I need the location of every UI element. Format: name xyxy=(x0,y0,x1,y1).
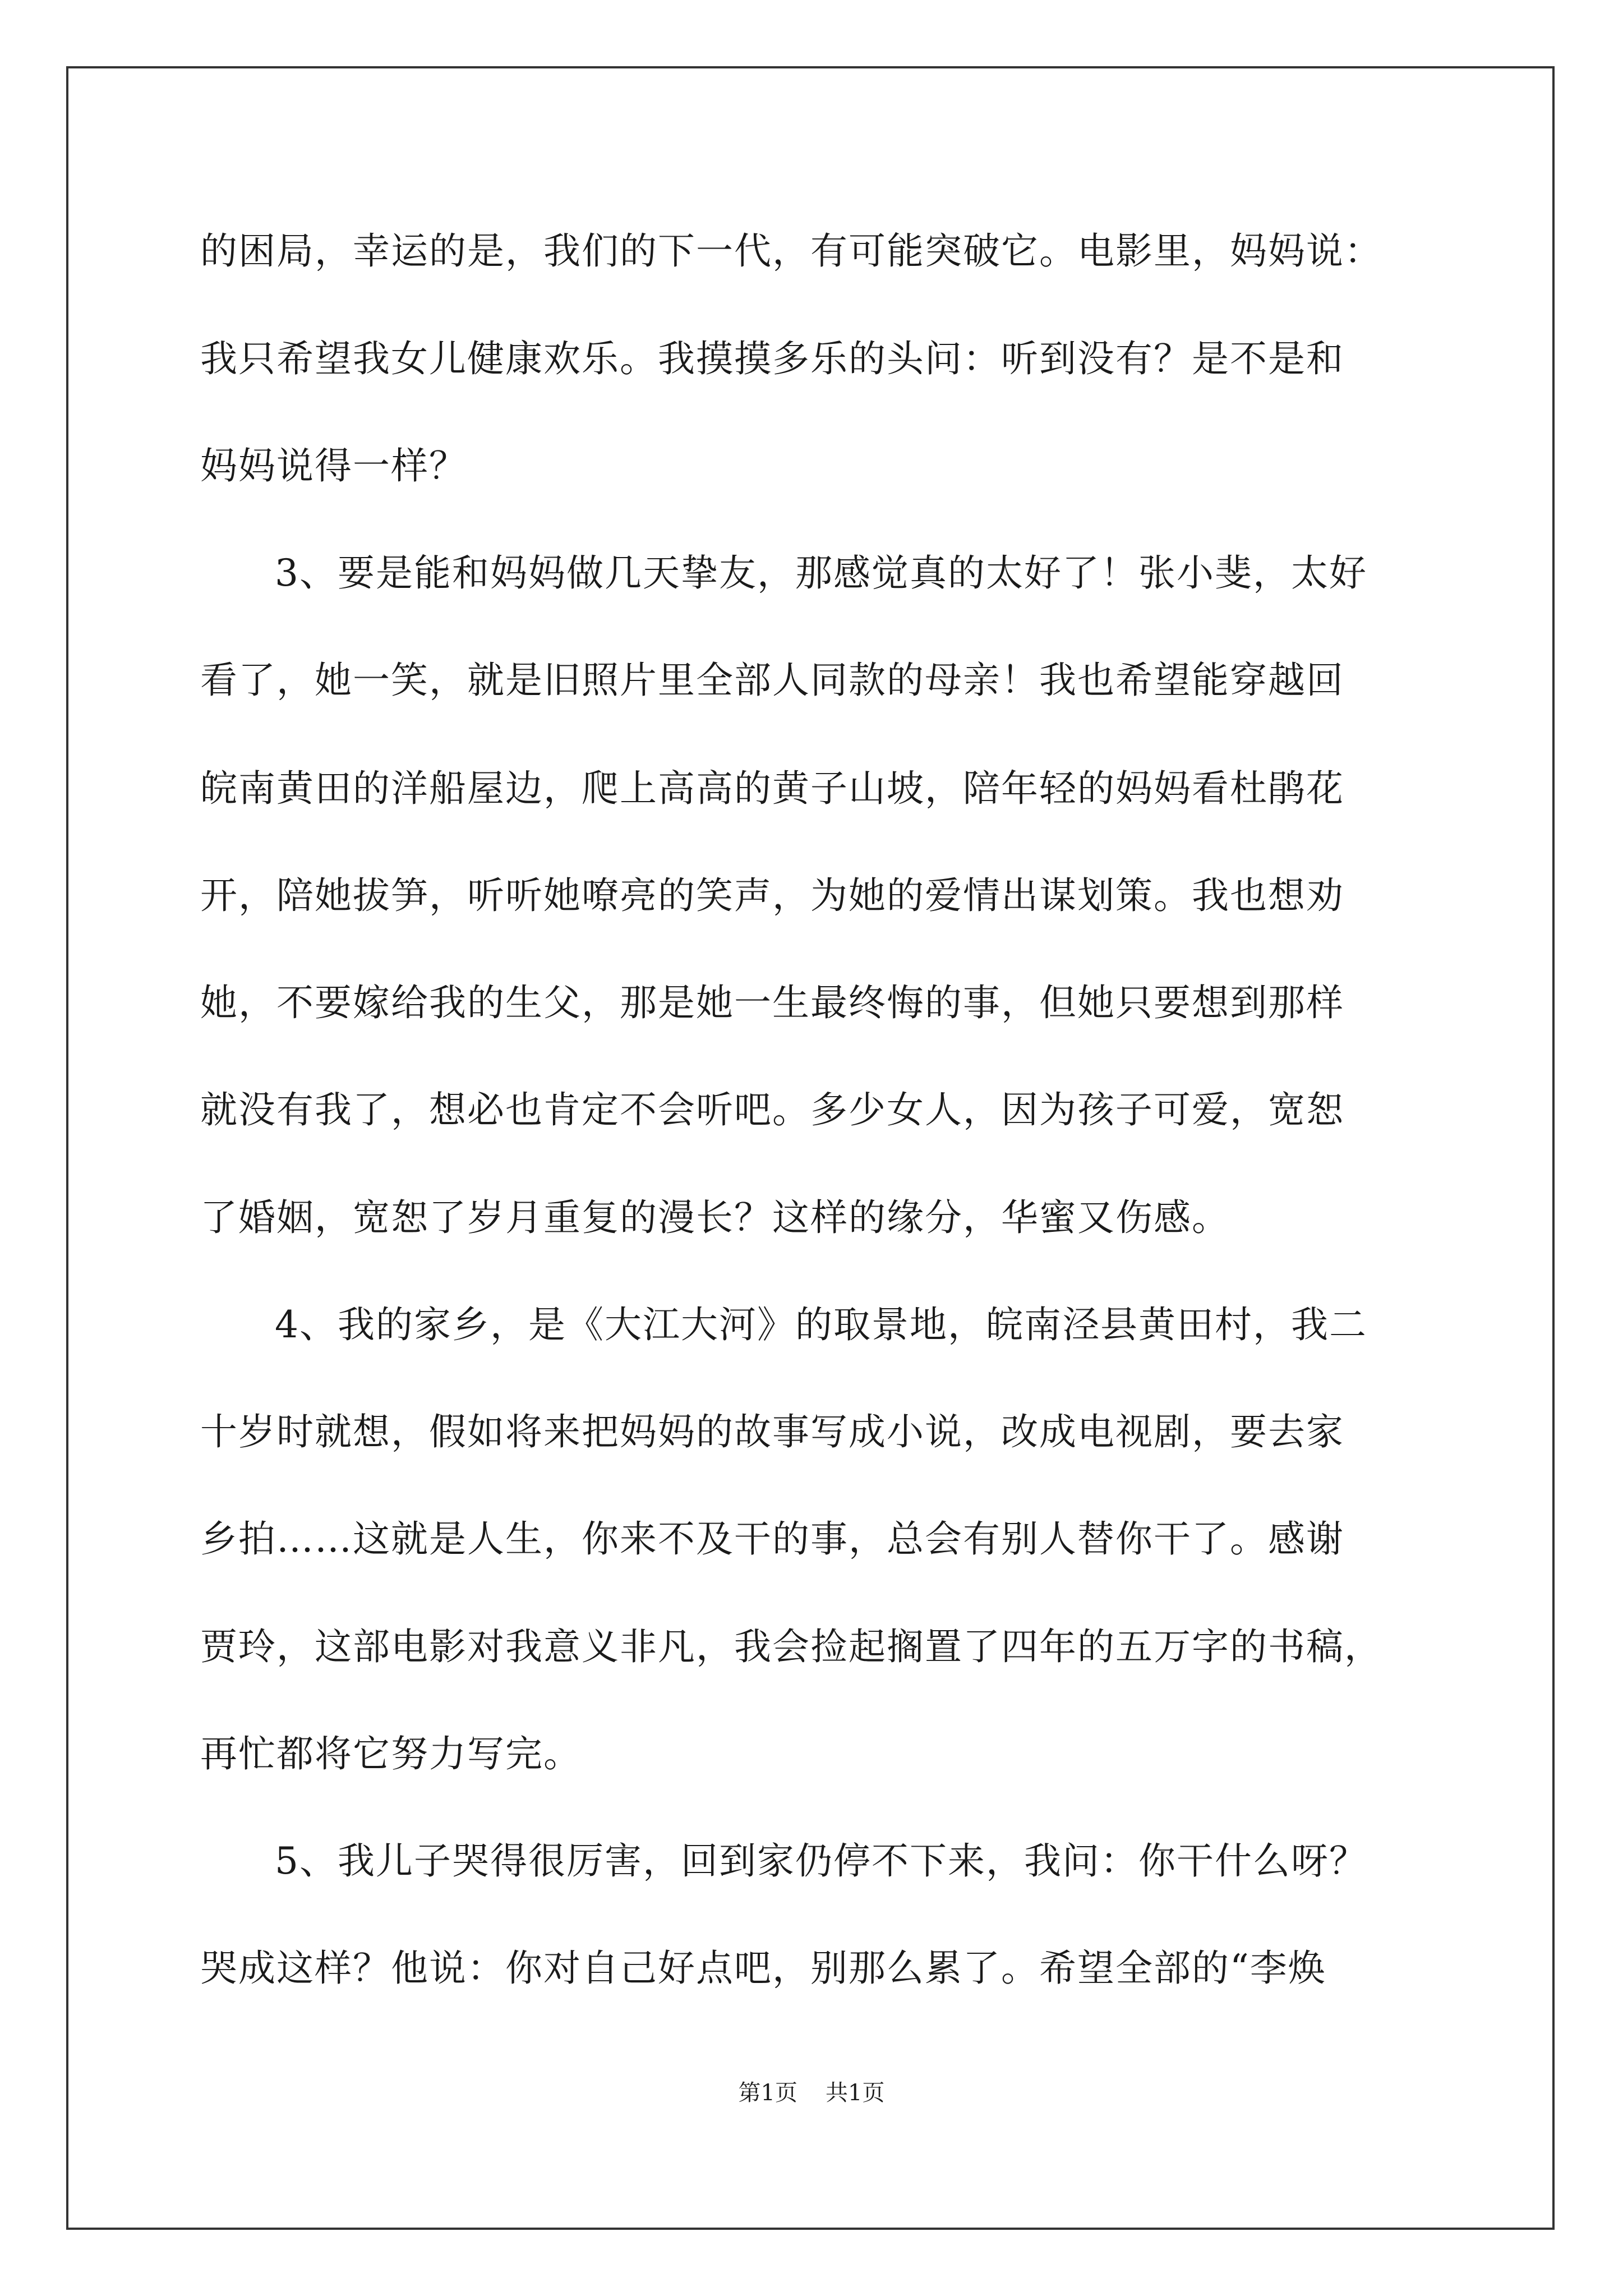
page-footer xyxy=(0,2079,1623,2107)
page-border xyxy=(66,66,1555,2230)
text-line: 她，不要嫁给我的生父，那是她一生最终悔的事，但她只要想到那样 xyxy=(200,981,1344,1024)
text-line: 贾玲，这部电影对我意义非凡，我会捡起搁置了四年的五万字的书稿， xyxy=(200,1625,1382,1668)
text-line: 了婚姻，宽恕了岁月重复的漫长？这样的缘分，华蜜又伤感。 xyxy=(200,1196,1230,1239)
text-line: 开，陪她拔笋，听听她嘹亮的笑声，为她的爱情出谋划策。我也想劝 xyxy=(200,874,1344,917)
page-number-current: 第1页 xyxy=(738,2080,797,2106)
text-line: 再忙都将它努力写完。 xyxy=(200,1732,582,1775)
paragraph-5-start: 5、我儿子哭得很厉害，回到家仍停不下来，我问：你干什么呀？ xyxy=(275,1839,1367,1883)
text-line: 十岁时就想，假如将来把妈妈的故事写成小说，改成电视剧，要去家 xyxy=(200,1410,1344,1453)
paragraph-3-start: 3、要是能和妈妈做几天挚友，那感觉真的太好了！张小斐，太好 xyxy=(275,551,1367,595)
text-line: 就没有我了，想必也肯定不会听吧。多少女人，因为孩子可爱，宽恕 xyxy=(200,1088,1344,1131)
text-line: 妈妈说得一样？ xyxy=(200,444,467,487)
paragraph-4-start: 4、我的家乡，是《大江大河》的取景地，皖南泾县黄田村，我二 xyxy=(275,1303,1367,1346)
text-line: 的困局，幸运的是，我们的下一代，有可能突破它。电影里，妈妈说： xyxy=(200,229,1382,273)
text-line: 乡拍……这就是人生，你来不及干的事，总会有别人替你干了。感谢 xyxy=(200,1517,1344,1561)
text-line: 哭成这样？他说：你对自己好点吧，别那么累了。希望全部的“李焕 xyxy=(200,1947,1326,1990)
text-line: 皖南黄田的洋船屋边，爬上高高的黄子山坡，陪年轻的妈妈看杜鹃花 xyxy=(200,767,1344,810)
text-line: 看了，她一笑，就是旧照片里全部人同款的母亲！我也希望能穿越回 xyxy=(200,659,1344,702)
text-line: 我只希望我女儿健康欢乐。我摸摸多乐的头问：听到没有？是不是和 xyxy=(200,337,1344,380)
page-number-total: 共1页 xyxy=(826,2080,885,2106)
